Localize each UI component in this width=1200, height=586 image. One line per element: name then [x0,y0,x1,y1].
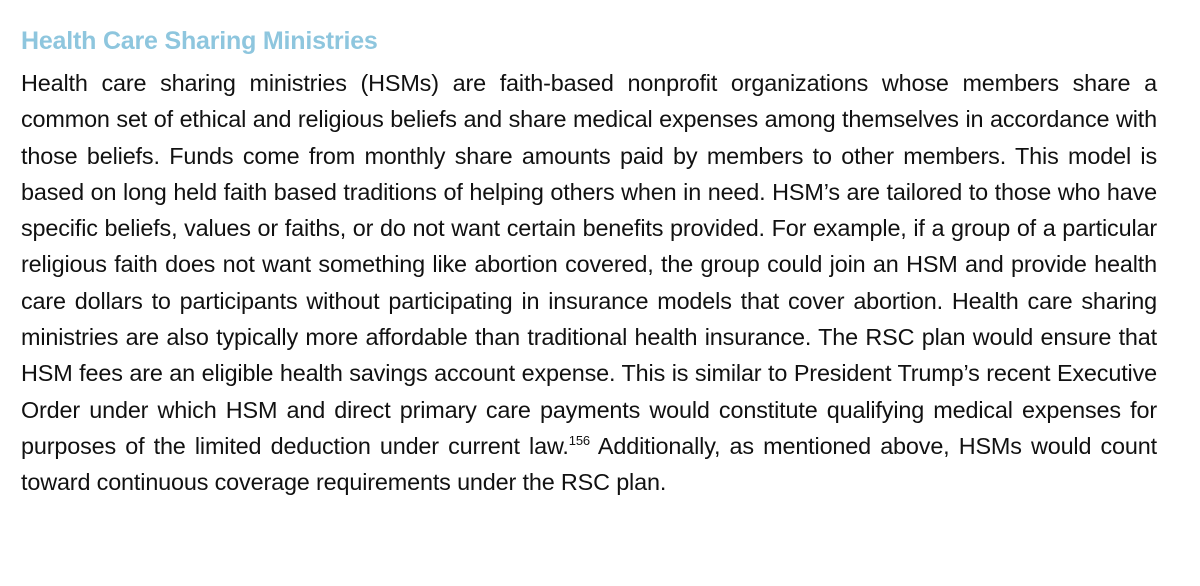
section-heading: Health Care Sharing Ministries [21,27,378,55]
paragraph-text-continued: Additionally, as mentioned above, HSMs would count toward continuous coverage requirements under the RSC plan. [21,432,1157,496]
footnote-reference[interactable]: 156 [568,433,591,449]
document-page [21,22,1157,501]
section-paragraph [21,65,1157,501]
paragraph-text-main: Health care sharing ministries (HSMs) are faith-based nonprofit organizations whose members share a common set of ethical and religious beliefs and share medical expenses among themselves in accordance with those beliefs. Funds come from monthly share amounts paid by members to other members. This model is based on long held faith based traditions of helping others when in need. HSM’s are tailored to those who have specific beliefs, values or faiths, or do not want certain benefits provided. For example, if a group of a particular religious faith does not want something like abortion covered, the group could join an HSM and provide health care dollars to participants without participating in insurance models that cover abortion. Health care sharing ministries are also typically more affordable than traditional health insurance. The RSC plan would ensure that HSM fees are an eligible health savings account expense. This is similar to President Trump’s recent Executive Order under which HSM and direct primary care payments would constitute qualifying medical expenses for purposes of the limited deduction under current law. [21,70,1157,459]
